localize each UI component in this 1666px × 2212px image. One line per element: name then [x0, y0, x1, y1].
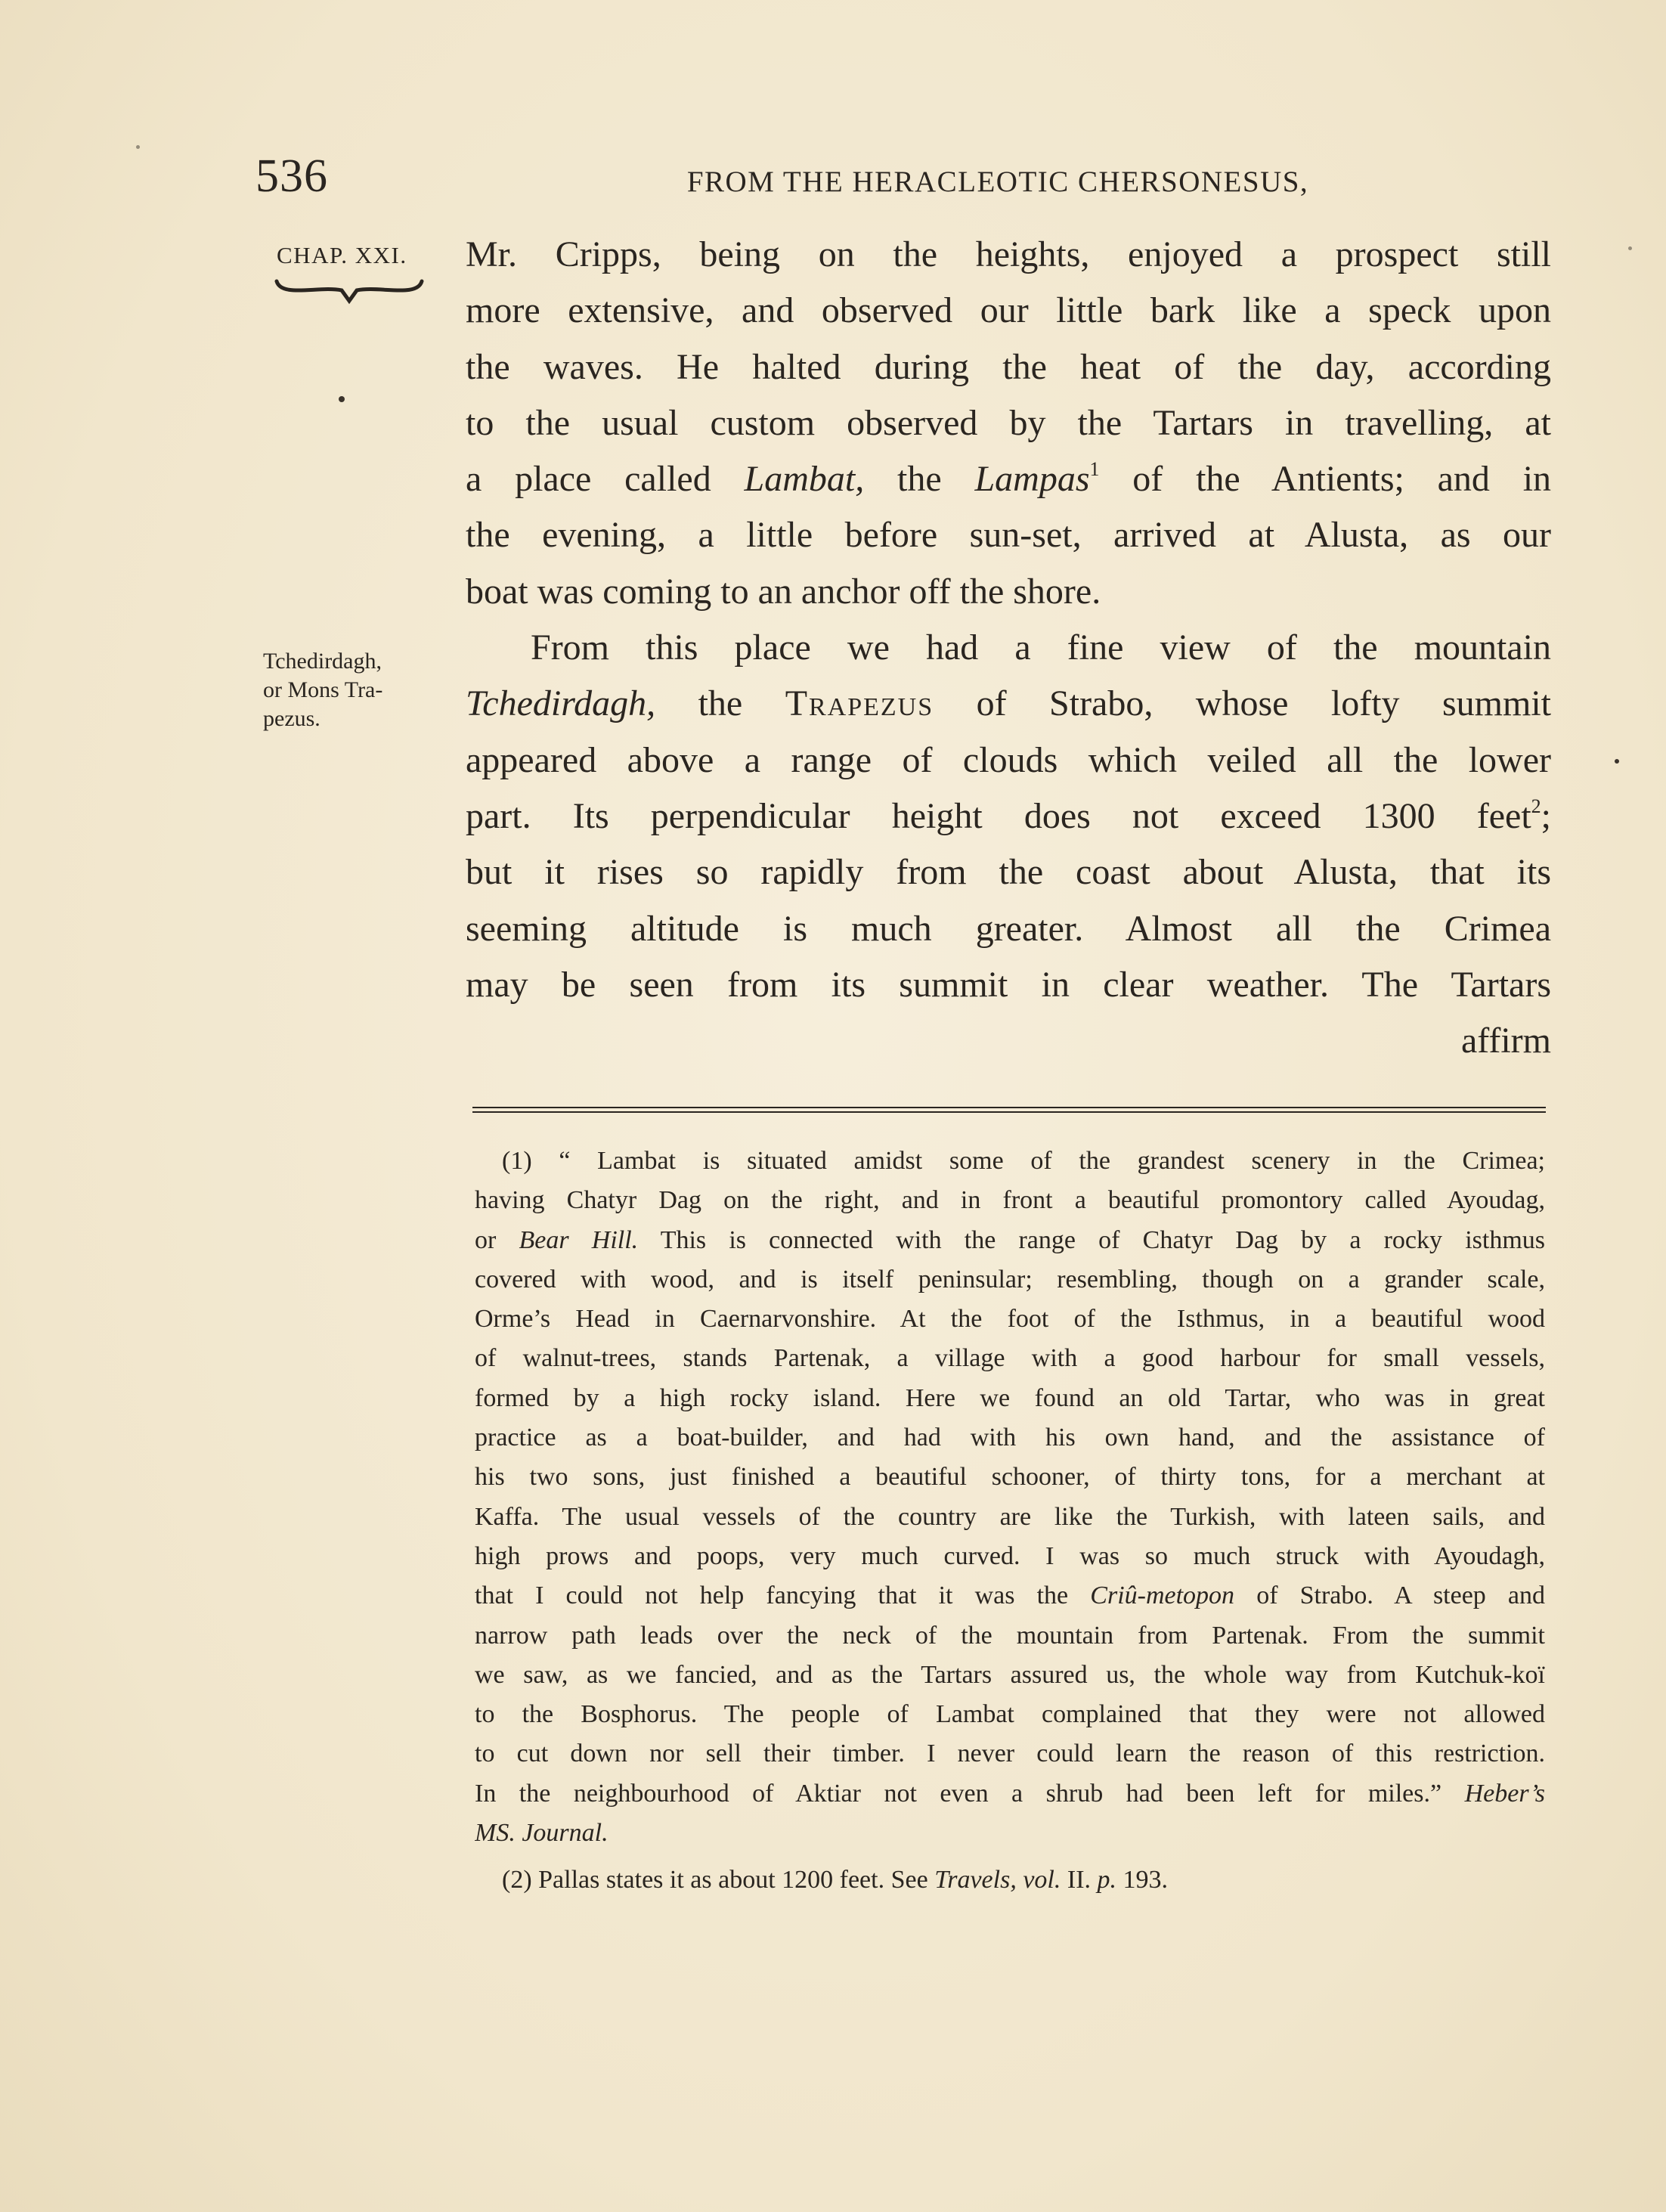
ink-speck	[136, 145, 140, 149]
text-run: (2) Pallas states it as about 1200 feet. See	[502, 1866, 928, 1894]
marginal-note-line: Tchedirdagh,	[263, 649, 382, 674]
footnote-ref-2: 2	[1531, 795, 1541, 817]
citation-page-label: p.	[1097, 1866, 1117, 1894]
text-line	[466, 676, 1551, 732]
footnote-line: Kaffa. The usual vessels of the country are like the Turkish, with lateen sails, and	[475, 1502, 1545, 1531]
text-line: to the usual custom observed by the Tartars in travelling, at	[466, 402, 1551, 443]
footnote-line	[475, 1576, 1545, 1616]
text-line: appeared above a range of clouds which veiled all the lower	[466, 739, 1551, 780]
footnote-line	[475, 1221, 1545, 1260]
citation-source: MS. Journal.	[475, 1819, 608, 1848]
running-title: FROM THE HERACLEOTIC CHERSONESUS,	[686, 166, 1309, 198]
footnote-line: we saw, as we fancied, and as the Tartars assured us, the whole way from Kutchuk-koï	[475, 1660, 1545, 1689]
footnote-line: his two sons, just finished a beautiful schooner, of thirty tons, for a merchant at	[475, 1463, 1545, 1492]
chapter-brace-ornament	[274, 275, 425, 305]
marginal-note-line: or Mons Tra-	[263, 677, 383, 702]
text-line	[466, 451, 1551, 507]
text-line	[466, 788, 1551, 844]
footnote-line	[475, 1774, 1545, 1814]
text-run: the	[897, 459, 942, 500]
footnote-line: high prows and poops, very much curved. I was so much struck with Ayoudagh,	[475, 1541, 1545, 1570]
text-run: This is connected with the range of Chatyr Dag by a rocky isthmus	[660, 1225, 1545, 1254]
place-name-bear-hill: Bear Hill.	[519, 1225, 639, 1254]
text-run: of Strabo. A steep and	[1256, 1582, 1545, 1610]
citation-title: Travels,	[934, 1866, 1017, 1894]
footnote-line: formed by a high rocky island. Here we found an old Tartar, who was in great	[475, 1383, 1545, 1412]
footnote-line: practice as a boat-builder, and had with his own hand, and the assistance of	[475, 1424, 1545, 1452]
footnote-line: having Chatyr Dag on the right, and in front a beautiful promontory called Ayoudag,	[475, 1186, 1545, 1215]
text-line: Mr. Cripps, being on the heights, enjoyed a prospect still	[466, 234, 1551, 274]
footnote-ref-1: 1	[1089, 458, 1100, 481]
page-number: 536	[255, 150, 328, 202]
text-run: II.	[1067, 1866, 1092, 1894]
text-line: seeming altitude is much greater. Almost all the Crimea	[466, 908, 1551, 949]
text-line: more extensive, and observed our little bark like a speck upon	[466, 290, 1551, 331]
place-name-lampas: Lampas	[974, 459, 1090, 500]
footnote-rule	[472, 1107, 1546, 1108]
text-run: a place called	[466, 459, 711, 500]
text-line: From this place we had a fine view of the mountain	[531, 627, 1551, 668]
text-run: of Strabo, whose lofty summit	[976, 683, 1551, 724]
footnote-line: to cut down nor sell their timber. I never could learn the reason of this restriction.	[475, 1740, 1545, 1768]
citation-vol-label: vol.	[1023, 1866, 1061, 1894]
text-run: or	[475, 1225, 497, 1254]
ink-speck	[1615, 759, 1619, 764]
catchword: affirm	[1460, 1021, 1551, 1061]
ink-speck	[1628, 246, 1632, 250]
text-run: In the neighbourhood of Aktiar not even a shrub had been left for miles.”	[475, 1779, 1442, 1808]
footnotes	[475, 1142, 1545, 1901]
marginal-note	[263, 647, 429, 733]
footnote-line: to the Bosphorus. The people of Lambat complained that they were not allowed	[475, 1700, 1545, 1729]
text-line: boat was coming to an anchor off the shore.	[466, 571, 1101, 612]
text-run: that I could not help fancying that it was the	[475, 1582, 1069, 1610]
text-line: the evening, a little before sun-set, arrived at Alusta, as our	[466, 515, 1551, 556]
place-name-trapezus: Trapezus	[785, 683, 934, 724]
text-run: 193.	[1123, 1866, 1169, 1894]
text-line: may be seen from its summit in clear weather. The Tartars	[466, 964, 1551, 1005]
text-run: the	[698, 683, 743, 724]
text-run: part. Its perpendicular height does not exceed 1300 feet	[466, 795, 1531, 836]
footnote-line: narrow path leads over the neck of the mountain from Partenak. From the summit	[475, 1621, 1545, 1650]
text-run: of the Antients; and in	[1132, 459, 1551, 500]
footnote-line: covered with wood, and is itself peninsular; resembling, though on a grander scale,	[475, 1265, 1545, 1293]
footnote-line	[475, 1860, 1545, 1900]
footnote-line: Orme’s Head in Caernarvonshire. At the foot of the Isthmus, in a beautiful wood	[475, 1305, 1545, 1334]
place-name-tchedirdagh: Tchedirdagh,	[466, 683, 656, 724]
chapter-label: CHAP. XXI.	[277, 242, 407, 268]
place-name-criu-metopon: Criû-metopon	[1090, 1582, 1235, 1610]
marginal-note-line: pezus.	[263, 706, 321, 731]
text-line: the waves. He halted during the heat of the day, according	[466, 346, 1551, 387]
citation-author: Heber’s	[1464, 1779, 1545, 1808]
footnote-line: (1) “ Lambat is situated amidst some of the grandest scenery in the Crimea;	[502, 1147, 1545, 1175]
text-line: but it rises so rapidly from the coast about Alusta, that its	[466, 852, 1551, 893]
footnote-line: of walnut-trees, stands Partenak, a village with a good harbour for small vessels,	[475, 1344, 1545, 1373]
ink-speck	[339, 396, 345, 402]
footnote-rule	[472, 1111, 1546, 1113]
place-name-lambat: Lambat,	[744, 459, 865, 500]
main-text	[466, 227, 1551, 1069]
text-run: ;	[1541, 795, 1551, 836]
